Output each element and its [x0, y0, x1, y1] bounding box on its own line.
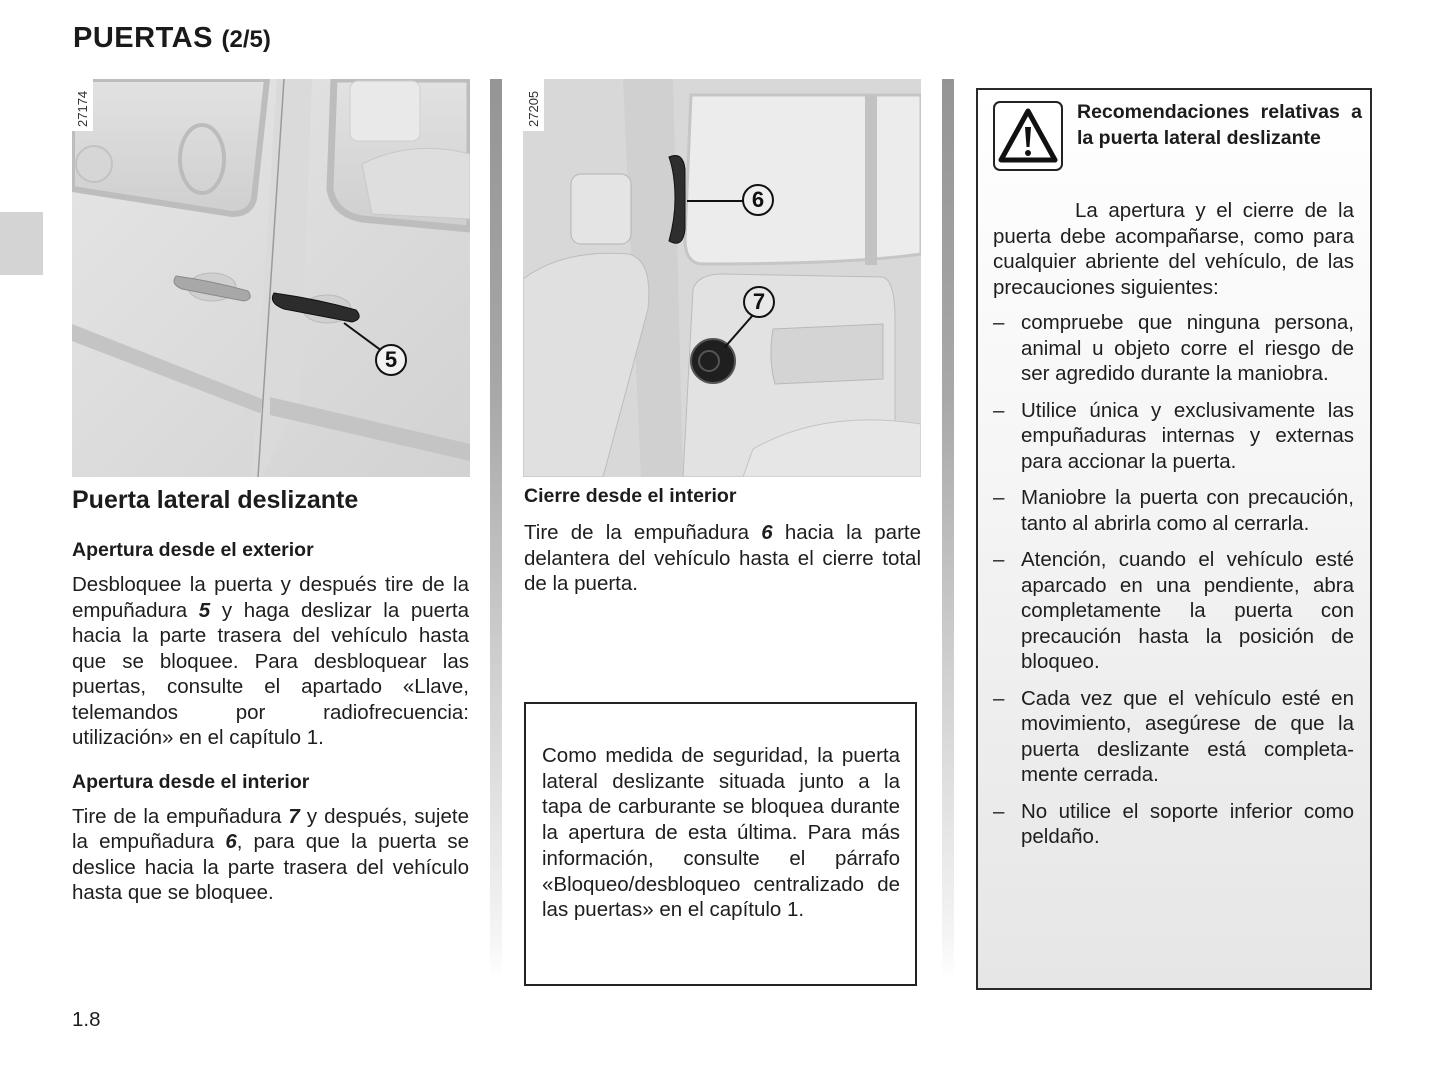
item-text: Cada vez que el vehículo esté en movimiento, asegúrese de que la puerta deslizante está completamente cerrada. [1021, 686, 1354, 786]
section-title: Puerta lateral deslizante [72, 486, 359, 514]
page-title-main: PUERTAS [73, 22, 213, 54]
warning-list-item [993, 686, 1354, 788]
callout-label: 5 [384, 347, 398, 372]
subsection-heading-interior: Apertura desde el interior [72, 770, 310, 793]
subsection-heading-closing: Cierre desde el interior [524, 485, 737, 507]
warning-title: Recomendaciones relativas a la puerta lateral deslizante [1077, 101, 1362, 149]
item-text: Utilice única y exclusivamente las empuñaduras internas y externas para accionar la puerta. [1021, 398, 1354, 473]
bullet-dash: – [993, 799, 1005, 823]
paragraph-exterior-opening [72, 572, 469, 751]
figure-reference-code: 27174 [72, 79, 93, 131]
text: Tire de la empuñadura [72, 804, 289, 828]
warning-header [993, 100, 1362, 190]
paragraph-interior-closing [524, 520, 921, 597]
page-title [73, 22, 271, 55]
callout-6 [741, 183, 775, 217]
callout-7 [742, 285, 776, 319]
interior-door-illustration [523, 79, 921, 477]
text: y después, sujete la empuñadura [72, 804, 469, 853]
bullet-dash: – [993, 486, 1005, 509]
text: Tire de la empuñadura [524, 521, 762, 544]
warning-list-item [993, 485, 1354, 536]
text: Desbloquee la puerta y después tire de la empuñadura [72, 573, 469, 622]
left-column [72, 478, 469, 906]
reference-number: 6 [761, 521, 773, 544]
safety-note-box [524, 702, 917, 986]
figure-exterior-door [72, 79, 470, 477]
warning-intro: La apertura y el cierre de la puerta debe acompañarse, como para cualquier abriente del vehículo, de las precauciones siguientes: [993, 199, 1354, 299]
callout-label: 7 [752, 289, 766, 314]
bullet-dash: – [993, 398, 1005, 422]
text: hacia la parte delantera del vehículo hasta el cierre total de la puerta. [524, 521, 921, 595]
bullet-dash: – [993, 686, 1005, 710]
warning-list-item [993, 310, 1354, 387]
column-separator [490, 79, 502, 979]
warning-list-item [993, 398, 1354, 475]
paragraph-interior-opening [72, 804, 469, 906]
bullet-dash: – [993, 311, 1005, 334]
column-separator [942, 79, 954, 979]
chapter-tab-marker [0, 212, 43, 275]
figure-interior-door [523, 79, 921, 477]
callout-label: 6 [751, 187, 765, 212]
page-title-part: (2/5) [221, 26, 271, 53]
warning-list-item [993, 799, 1354, 850]
item-text: No utilice el soporte inferior como peldaño. [1021, 799, 1354, 848]
item-text: Atención, cuando el vehículo esté aparcado en una pendiente, abra completamente la puerta con precaución hasta la posición de bloqueo. [1021, 548, 1354, 673]
figure-reference-code: 27205 [523, 79, 544, 131]
reference-number: 5 [198, 598, 211, 622]
warning-box [976, 88, 1372, 990]
warning-list [993, 310, 1354, 850]
item-text: Maniobre la puerta con precaución, tanto al abrirla como al cerrarla. [1021, 486, 1354, 535]
bullet-dash: – [993, 548, 1005, 571]
warning-triangle-icon [993, 101, 1063, 171]
middle-column [524, 478, 921, 597]
text: , para que la puerta se deslice hacia la parte trasera del vehículo hasta que se bloquee. [72, 830, 469, 904]
exterior-door-illustration [72, 79, 470, 477]
reference-number: 7 [288, 804, 300, 828]
warning-list-item [993, 547, 1354, 675]
callout-5 [374, 343, 408, 377]
safety-note-text: Como medida de seguridad, la puerta lateral deslizante situada junto a la tapa de carburante se bloquea durante la apertura de esta última. Para más información, consulte el párrafo «Bloqueo/desbloqueo centralizado de las puertas» en el capítulo 1. [542, 744, 900, 922]
subsection-heading-exterior: Apertura desde el exterior [72, 539, 314, 561]
text: y haga deslizar la puerta hacia la parte trasera del vehículo hasta que se bloquee. Para desbloquear las puertas, consulte el apartado «Llave, telemandos por radiofrecuencia: utilización» en el capítulo 1. [72, 598, 469, 749]
reference-number: 6 [225, 830, 237, 853]
item-text: compruebe que ninguna persona, animal u objeto corre el riesgo de ser agredido durante la maniobra. [1021, 311, 1354, 385]
page-number: 1.8 [72, 1008, 101, 1031]
